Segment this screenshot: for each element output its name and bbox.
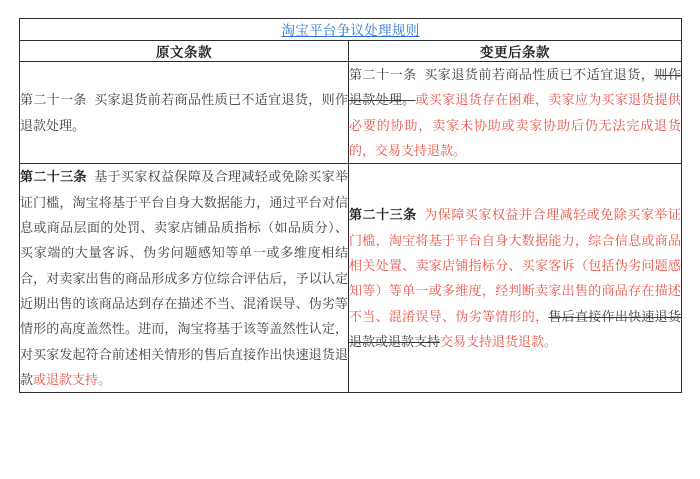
- table-row: [20, 62, 682, 164]
- clause-number-original-21: 第二十一条: [20, 92, 87, 108]
- column-header-original: 原文条款: [20, 41, 349, 62]
- clause-text-inserted-original-23: 或退款支持。: [33, 372, 112, 388]
- clause-text-inserted-23b: 交易支持退货退款。: [440, 334, 558, 350]
- table-title-row: [20, 19, 682, 41]
- clause-text-inserted-23a: 为保障买家权益并合理减轻或免除买家举证门槛，淘宝将基于平台自身大数据能力，综合信息或商品相关处置、卖家店铺指标分、买家客诉（包括伪劣问题感知等）等单一或多维度，经判断卖家出售的商品存在描述不当、混淆误导、伪劣等情形的，: [349, 207, 681, 324]
- column-header-revised: 变更后条款: [349, 41, 682, 62]
- clause-body-original-23: 基于买家权益保障及合理减轻或免除买家举证门槛，淘宝将基于平台自身大数据能力，通过平台对信息或商品层面的处罚、卖家店铺品质指标（如品质分）、买家端的大量客诉、伪劣问题感知等单一或多维度相结合，对卖家出售的商品形成多方位综合评估后，予以认定近期出售的该商品达到存在描述不当、混淆误导、伪劣等情形的高度盖然性。进而，淘宝将基于该等盖然性认定，对买家发起符合前述相关情形的售后直接作出快速退货退款: [20, 169, 348, 388]
- rules-comparison-table: [19, 18, 682, 393]
- document-title-link[interactable]: 淘宝平台争议处理规则: [281, 23, 420, 38]
- document-title-cell: [20, 19, 682, 41]
- cell-article-23-original: [20, 164, 349, 393]
- clause-number-original-23: 第二十三条: [20, 169, 87, 185]
- cell-article-21-revised: [349, 62, 682, 164]
- clause-text-kept-21: 买家退货前若商品性质已不适宜退货，: [423, 67, 655, 82]
- table-row: [20, 164, 682, 393]
- clause-number-revised-23: 第二十三条: [349, 207, 417, 223]
- cell-article-21-original: [20, 62, 349, 164]
- clause-text-deleted-23: 售后直接作出快速退货退款或退款支持: [349, 308, 681, 350]
- clause-number-revised-21: 第二十一条: [349, 67, 417, 82]
- clause-body-original-21: 买家退货前若商品性质已不适宜退货，则作退款处理。: [20, 92, 348, 133]
- clause-text-inserted-21: 或买家退货存在困难，卖家应为买家退货提供必要的协助，卖家未协助或卖家协助后仍无法完成退货的，交易支持退款。: [349, 92, 681, 159]
- cell-article-23-revised: [349, 164, 682, 393]
- clause-text-deleted-21: 则作退款处理。: [349, 67, 681, 108]
- table-header-row: [20, 41, 682, 62]
